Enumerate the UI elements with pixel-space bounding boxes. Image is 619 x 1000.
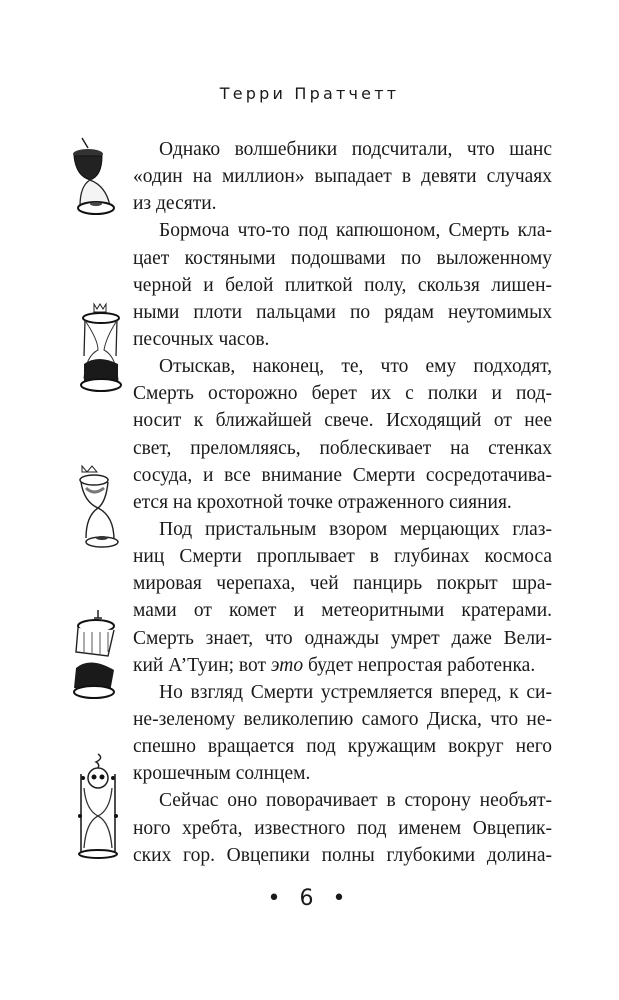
text-line: ного хребта, известного под именем Овцепик- bbox=[133, 817, 552, 839]
text-line: ется на крохотной точке отраженного сияния. bbox=[133, 491, 512, 513]
text-line: Отыскав, наконец, те, что ему подходят, bbox=[159, 356, 552, 378]
text-line: крошечным солнцем. bbox=[133, 763, 311, 785]
text-line: свет, преломляясь, поблескивает на стенках bbox=[133, 437, 552, 459]
body-text bbox=[133, 136, 552, 869]
text-line bbox=[133, 652, 552, 679]
text-line: носит к ближайшей свече. Исходящий от нее bbox=[133, 410, 552, 432]
text-line: Однако волшебники подсчитали, что шанс bbox=[159, 139, 552, 160]
text-line: цает костяными подошвами по выложенному bbox=[133, 247, 552, 269]
text-line: не-зеленому великолепию самого Диска, что не- bbox=[133, 708, 552, 730]
text-line: Смерть осторожно берет их с полки и под- bbox=[133, 383, 552, 405]
text-line: Сейчас оно поворачивает в сторону необъят- bbox=[159, 790, 552, 812]
hourglass-icon bbox=[76, 300, 126, 396]
text-line: ными плоти пальцами по рядам неутомимых bbox=[133, 301, 552, 323]
text-line: из десяти. bbox=[133, 193, 217, 215]
text-line: песочных часов. bbox=[133, 328, 270, 350]
running-head: Терри Пратчетт bbox=[219, 84, 400, 103]
text-line: Смерть знает, что однажды умрет даже Вели- bbox=[133, 627, 552, 649]
emphasis-text: это bbox=[270, 654, 304, 676]
text-segment: кий А’Туин; вот bbox=[133, 654, 271, 676]
text-line: спешно вращается под кружащим вокруг него bbox=[133, 736, 552, 758]
text-line: Бормоча что-то под капюшоном, Смерть кла- bbox=[159, 220, 552, 242]
text-line: сосуда, и все внимание Смерти сосредотачива- bbox=[133, 464, 552, 486]
text-line: мировая черепаха, чей панцирь покрыт шра- bbox=[133, 573, 552, 595]
text-line: ниц Смерти проплывает в глубинах космоса bbox=[133, 546, 552, 568]
hourglass-icon bbox=[62, 136, 122, 220]
hourglass-icon bbox=[74, 460, 124, 556]
text-line: Под пристальным взором мерцающих глаз- bbox=[159, 518, 552, 540]
text-line: черной и белой плиткой полу, скользя лишен- bbox=[133, 274, 552, 296]
text-line: «один на миллион» выпадает в девяти случаях bbox=[133, 166, 552, 188]
text-line: Но взгляд Смерти устремляется вперед, к си- bbox=[159, 681, 552, 703]
page-number: • 6 • bbox=[267, 886, 352, 911]
text-line: мами от комет и метеоритными кратерами. bbox=[133, 600, 552, 622]
text-line: ских гор. Овцепики полны глубокими долина- bbox=[133, 844, 552, 866]
skull-hourglass-icon bbox=[76, 752, 120, 862]
hourglass-icon bbox=[64, 608, 126, 704]
text-segment: будет непростая работенка. bbox=[303, 654, 536, 676]
